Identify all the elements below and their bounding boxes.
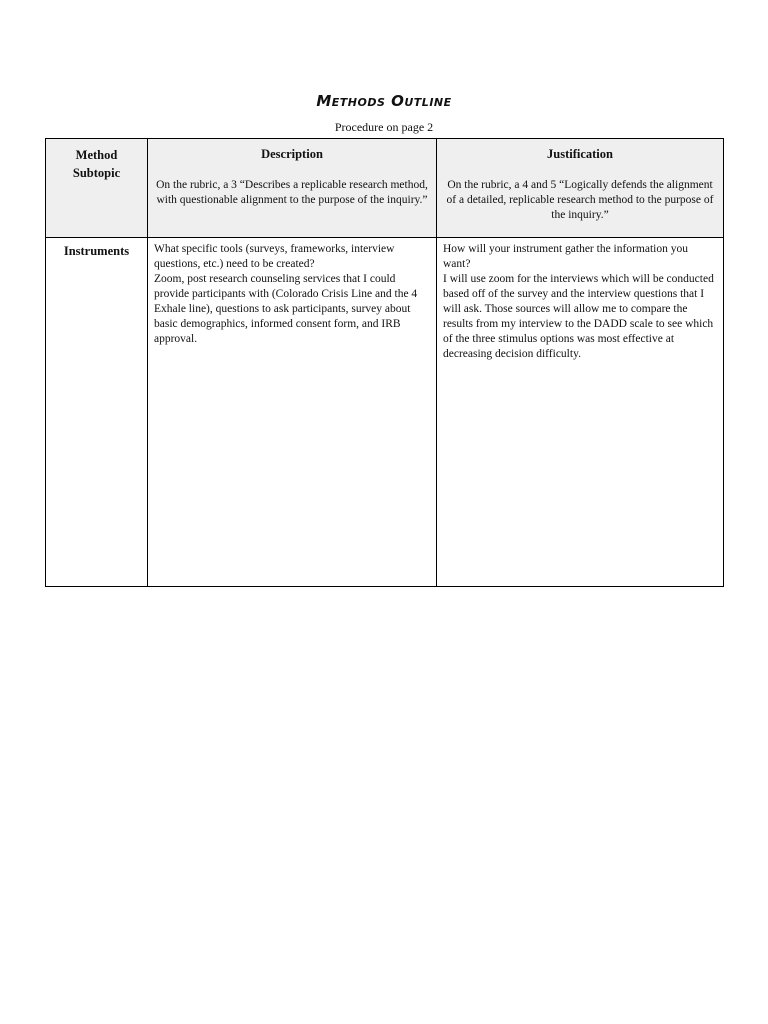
document-subtitle: Procedure on page 2 bbox=[334, 120, 434, 134]
header-cell-description bbox=[148, 139, 437, 238]
document-title: Methods Outline bbox=[316, 92, 452, 110]
table-row bbox=[46, 238, 724, 587]
justification-cell bbox=[437, 238, 724, 587]
header-cell-method-subtopic bbox=[46, 139, 148, 238]
methods-outline-table bbox=[45, 138, 724, 587]
description-answer: Zoom, post research counseling services that I could provide participants with (Colorado Crisis Line and the 4 Exhale line), questions to ask participants, survey about basic demographics, informed consent form, and IRB approval. bbox=[154, 273, 418, 345]
table-header-row bbox=[46, 139, 724, 238]
description-rubric-text: On the rubric, a 3 “Describes a replicable research method, with questionable alignment to the purpose of the inquiry.” bbox=[156, 179, 428, 206]
row-label-cell bbox=[46, 238, 148, 587]
header-cell-justification bbox=[437, 139, 724, 238]
justification-heading: Justification bbox=[547, 147, 613, 161]
description-heading: Description bbox=[261, 147, 323, 161]
justification-prompt: How will your instrument gather the information you want? bbox=[443, 243, 688, 270]
row-label-instruments: Instruments bbox=[63, 244, 130, 258]
justification-rubric-text: On the rubric, a 4 and 5 “Logically defends the alignment of a detailed, replicable research method to the purpose of the inquiry.” bbox=[446, 179, 714, 221]
justification-answer: I will use zoom for the interviews which will be conducted based off of the survey and the interview questions that I will ask. Those sources will allow me to compare the results from my interview to the DADD scale to see which of the three stimulus options was most effective at decreasing decision difficulty. bbox=[443, 273, 714, 360]
description-cell bbox=[148, 238, 437, 587]
method-subtopic-label: Method Subtopic bbox=[72, 148, 121, 180]
description-prompt: What specific tools (surveys, frameworks, interview questions, etc.) need to be created? bbox=[154, 243, 395, 270]
